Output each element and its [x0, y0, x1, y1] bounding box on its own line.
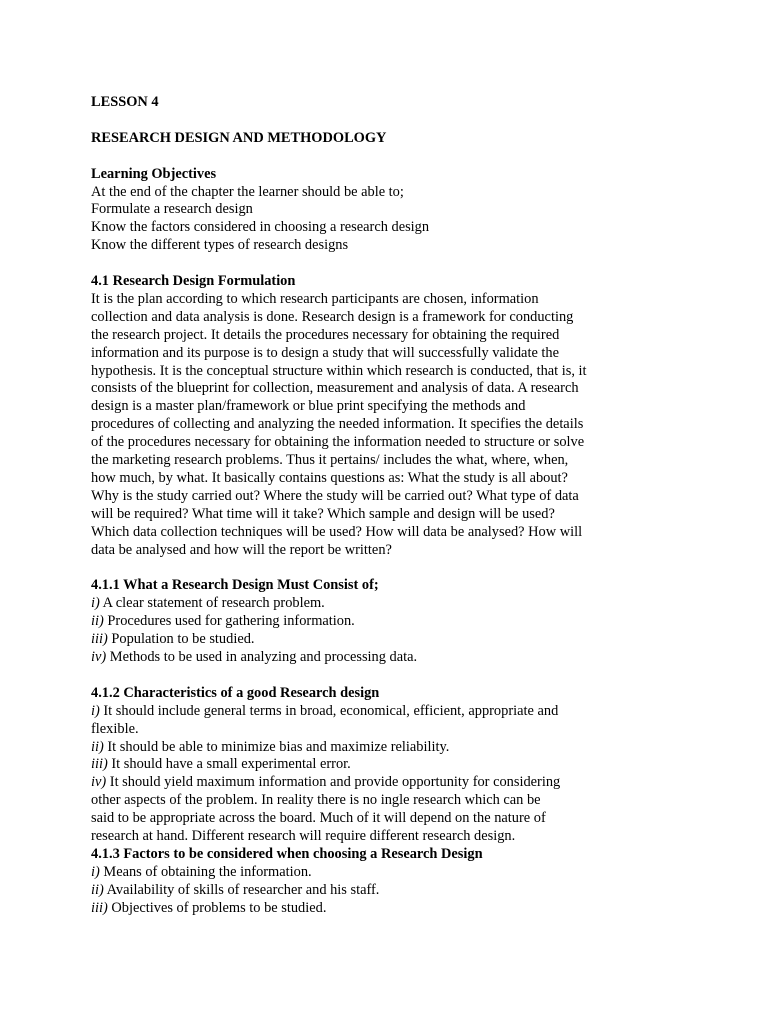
list-item-text: Methods to be used in analyzing and processing data. [106, 649, 418, 666]
list-item [91, 739, 631, 757]
section-4-1-2 [91, 685, 631, 846]
paragraph-line: data be analysed and how will the report be written? [91, 541, 392, 558]
list-item [91, 756, 631, 774]
document-page [91, 94, 631, 918]
list-item-text: Population to be studied. [107, 631, 255, 648]
section-4-1-3-heading: 4.1.3 Factors to be considered when choosing a Research Design [91, 845, 483, 862]
section-4-1-1 [91, 577, 631, 667]
list-item-number: ii) [91, 881, 104, 898]
document-title: RESEARCH DESIGN AND METHODOLOGY [91, 129, 387, 146]
paragraph-line: information and its purpose is to design a study that will successfully validate the [91, 344, 560, 361]
list-item-text: Objectives of problems to be studied. [107, 899, 327, 916]
list-item [91, 864, 631, 882]
learning-objectives-heading: Learning Objectives [91, 165, 217, 182]
objective-item: Formulate a research design [91, 201, 253, 218]
list-item [91, 631, 631, 649]
paragraph-line: hypothesis. It is the conceptual structure within which research is conducted, that is, it [91, 362, 587, 379]
list-item-text: It should include general terms in broad, economical, efficient, appropriate and [99, 702, 559, 719]
list-item [91, 774, 631, 792]
section-4-1 [91, 273, 631, 560]
list-item-text: It should be able to minimize bias and maximize reliability. [103, 738, 450, 755]
list-item-text: Procedures used for gathering information. [103, 613, 355, 630]
list-item-number: ii) [91, 613, 104, 630]
list-item-number: ii) [91, 738, 104, 755]
list-item-continuation: said to be appropriate across the board. Much of it will depend on the nature of [91, 810, 546, 827]
paragraph-line: Which data collection techniques will be used? How will data be analysed? How will [91, 523, 583, 540]
paragraph-line: the research project. It details the procedures necessary for obtaining the required [91, 326, 560, 343]
objective-item: Know the factors considered in choosing a research design [91, 219, 430, 236]
paragraph-line: the marketing research problems. Thus it pertains/ includes the what, where, when, [91, 452, 569, 469]
objective-item: Know the different types of research designs [91, 237, 349, 254]
paragraph-line: how much, by what. It basically contains questions as: What the study is all about? [91, 469, 568, 486]
section-4-1-3 [91, 846, 631, 918]
section-4-1-heading: 4.1 Research Design Formulation [91, 273, 296, 290]
learning-objectives-section [91, 166, 631, 256]
list-item-number: iv) [91, 774, 107, 791]
objectives-intro: At the end of the chapter the learner should be able to; [91, 183, 404, 200]
paragraph-line: procedures of collecting and analyzing the needed information. It specifies the details [91, 416, 584, 433]
list-item-number: i) [91, 863, 100, 880]
paragraph-line: It is the plan according to which research participants are chosen, information [91, 290, 539, 307]
paragraph-line: consists of the blueprint for collection, measurement and analysis of data. A research [91, 380, 579, 397]
section-4-1-2-heading: 4.1.2 Characteristics of a good Research design [91, 684, 380, 701]
list-item-number: i) [91, 702, 100, 719]
list-item-number: iii) [91, 899, 108, 916]
list-item-number: i) [91, 595, 100, 612]
section-4-1-1-heading: 4.1.1 What a Research Design Must Consist of; [91, 577, 379, 594]
list-item [91, 649, 631, 667]
list-item-continuation: research at hand. Different research will require different research design. [91, 828, 516, 845]
list-item-text: Means of obtaining the information. [99, 863, 312, 880]
list-item [91, 882, 631, 900]
list-item-number: iv) [91, 649, 107, 666]
list-item-text: It should yield maximum information and provide opportunity for considering [106, 774, 561, 791]
paragraph-line: design is a master plan/framework or blue print specifying the methods and [91, 398, 526, 415]
list-item [91, 613, 631, 631]
list-item [91, 703, 631, 721]
paragraph-line: will be required? What time will it take? Which sample and design will be used? [91, 505, 555, 522]
paragraph-line: Why is the study carried out? Where the study will be carried out? What type of data [91, 487, 579, 504]
lesson-label: LESSON 4 [91, 94, 159, 110]
list-item-text: It should have a small experimental error. [107, 756, 351, 773]
list-item-continuation: flexible. [91, 720, 139, 737]
list-item-text: A clear statement of research problem. [99, 595, 325, 612]
list-item [91, 900, 631, 918]
list-item-number: iii) [91, 756, 108, 773]
list-item-continuation: other aspects of the problem. In reality there is no ingle research which can be [91, 792, 541, 809]
list-item-number: iii) [91, 631, 108, 648]
list-item [91, 595, 631, 613]
paragraph-line: of the procedures necessary for obtaining the information needed to structure or solve [91, 434, 585, 451]
list-item-text: Availability of skills of researcher and his staff. [103, 881, 380, 898]
paragraph-line: collection and data analysis is done. Research design is a framework for conducting [91, 308, 574, 325]
